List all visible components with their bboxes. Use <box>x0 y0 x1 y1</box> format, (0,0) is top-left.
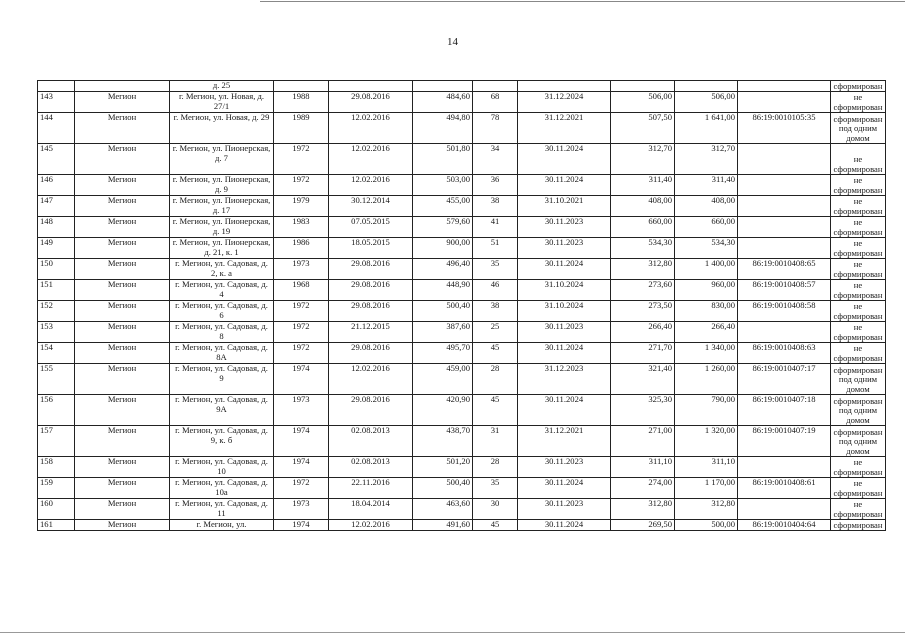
cell-city: Мегион <box>75 520 170 531</box>
cell-address: г. Мегион, ул. Садовая, д. 11 <box>170 499 274 520</box>
cell-deadline: 30.11.2023 <box>518 217 611 238</box>
cell-wear-percent: 41 <box>473 217 518 238</box>
cell-area: 501,20 <box>413 457 473 478</box>
cell-date: 29.08.2016 <box>329 395 413 426</box>
cell-area: 420,90 <box>413 395 473 426</box>
cell-value-2: 660,00 <box>675 217 738 238</box>
cell-wear-percent: 25 <box>473 322 518 343</box>
cell-wear-percent: 38 <box>473 196 518 217</box>
cell-value-2: 1 260,00 <box>675 364 738 395</box>
cell-number: 152 <box>38 301 75 322</box>
cell-city: Мегион <box>75 113 170 144</box>
cell-value-1: 311,10 <box>611 457 675 478</box>
cell-year: 1974 <box>274 426 329 457</box>
cell-value-1: 271,00 <box>611 426 675 457</box>
cell-date: 18.04.2014 <box>329 499 413 520</box>
cell-number: 150 <box>38 259 75 280</box>
cell-area: 500,40 <box>413 478 473 499</box>
cell-wear-percent: 38 <box>473 301 518 322</box>
cell-year: 1972 <box>274 343 329 364</box>
cell-address: г. Мегион, ул. Пионерская, д. 9 <box>170 175 274 196</box>
cell-value-2: 311,10 <box>675 457 738 478</box>
cell-address: г. Мегион, ул. <box>170 520 274 531</box>
cell-date: 29.08.2016 <box>329 92 413 113</box>
cell-deadline: 30.11.2023 <box>518 238 611 259</box>
cell-number: 154 <box>38 343 75 364</box>
cell-year: 1968 <box>274 280 329 301</box>
cell-status: не сформирован <box>831 499 886 520</box>
cell-year: 1979 <box>274 196 329 217</box>
table-row <box>38 259 886 280</box>
cell-status: не сформирован <box>831 144 886 175</box>
cell-wear-percent: 30 <box>473 499 518 520</box>
cell-city: Мегион <box>75 259 170 280</box>
cell-wear-percent: 45 <box>473 520 518 531</box>
cell-cadastral-number: 86:19:0010408:58 <box>738 301 831 322</box>
cell-value-2: 1 641,00 <box>675 113 738 144</box>
cell-value-1: 312,80 <box>611 259 675 280</box>
cell-year: 1974 <box>274 457 329 478</box>
cell-city: Мегион <box>75 196 170 217</box>
cell-value-1: 274,00 <box>611 478 675 499</box>
scan-top-line <box>260 1 905 2</box>
cell-value-2: 960,00 <box>675 280 738 301</box>
cell-address: г. Мегион, ул. Садовая, д. 10а <box>170 478 274 499</box>
table-row <box>38 196 886 217</box>
cell-value-1: 312,70 <box>611 144 675 175</box>
cell-city: Мегион <box>75 395 170 426</box>
cell-address: г. Мегион, ул. Садовая, д. 2, к. а <box>170 259 274 280</box>
cell-status: не сформирован <box>831 343 886 364</box>
table-row <box>38 520 886 531</box>
cell-status: не сформирован <box>831 238 886 259</box>
cell-year: 1973 <box>274 499 329 520</box>
table-row <box>38 92 886 113</box>
cell-deadline: 30.11.2024 <box>518 520 611 531</box>
cell-value-1: 507,50 <box>611 113 675 144</box>
cell-deadline: 30.11.2024 <box>518 343 611 364</box>
cell-cadastral-number: 86:19:0010407:18 <box>738 395 831 426</box>
cell-address: г. Мегион, ул. Садовая, д. 4 <box>170 280 274 301</box>
table-row <box>38 426 886 457</box>
cell-city: Мегион <box>75 217 170 238</box>
cell-value-2: 830,00 <box>675 301 738 322</box>
cell-area: 900,00 <box>413 238 473 259</box>
table-row <box>38 113 886 144</box>
cell-number: 146 <box>38 175 75 196</box>
cell-address: г. Мегион, ул. Пионерская, д. 19 <box>170 217 274 238</box>
cell-city: Мегион <box>75 92 170 113</box>
scan-bottom-line <box>0 632 905 633</box>
cell-address: г. Мегион, ул. Новая, д. 27/1 <box>170 92 274 113</box>
cell-address: г. Мегион, ул. Садовая, д. 10 <box>170 457 274 478</box>
cell-value-2: 312,70 <box>675 144 738 175</box>
cell-address: г. Мегион, ул. Пионерская, д. 7 <box>170 144 274 175</box>
cell-value-2: 1 170,00 <box>675 478 738 499</box>
table-row <box>38 499 886 520</box>
cell-city: Мегион <box>75 499 170 520</box>
cell-year: 1983 <box>274 217 329 238</box>
cell-date: 29.08.2016 <box>329 343 413 364</box>
cell-cadastral-number: 86:19:0010407:17 <box>738 364 831 395</box>
cell-date: 12.02.2016 <box>329 520 413 531</box>
cell-year: 1974 <box>274 364 329 395</box>
table-row-continuation <box>38 81 886 92</box>
cell-date: 02.08.2013 <box>329 457 413 478</box>
cell-wear-percent: 31 <box>473 426 518 457</box>
cell-deadline: 31.10.2021 <box>518 196 611 217</box>
cell-address: г. Мегион, ул. Пионерская, д. 17 <box>170 196 274 217</box>
cell-value-2: 1 320,00 <box>675 426 738 457</box>
cell-year: 1973 <box>274 259 329 280</box>
cell-cadastral-number <box>738 238 831 259</box>
cell-value-1: 660,00 <box>611 217 675 238</box>
cell-date: 29.08.2016 <box>329 301 413 322</box>
cell-status: не сформирован <box>831 92 886 113</box>
cell-value-2: 506,00 <box>675 92 738 113</box>
cell-value-2: 534,30 <box>675 238 738 259</box>
cell-wear-percent: 45 <box>473 395 518 426</box>
cell-deadline: 30.11.2024 <box>518 395 611 426</box>
cell-number: 159 <box>38 478 75 499</box>
cell-address: г. Мегион, ул. Садовая, д. 8 <box>170 322 274 343</box>
cell-status: сформирован <box>831 520 886 531</box>
cell-city: Мегион <box>75 301 170 322</box>
cell-cadastral-number <box>738 175 831 196</box>
cell-cadastral-number <box>738 217 831 238</box>
cell-wear-percent: 46 <box>473 280 518 301</box>
cell-number: 153 <box>38 322 75 343</box>
cell-deadline: 30.11.2024 <box>518 144 611 175</box>
cell-value-1: 311,40 <box>611 175 675 196</box>
cell-city: Мегион <box>75 322 170 343</box>
cell-status: не сформирован <box>831 457 886 478</box>
cell-year: 1988 <box>274 92 329 113</box>
cell-date: 18.05.2015 <box>329 238 413 259</box>
cell-wear-percent: 35 <box>473 478 518 499</box>
cell-date: 12.02.2016 <box>329 113 413 144</box>
table-body <box>38 81 886 531</box>
cell-value-1: 266,40 <box>611 322 675 343</box>
cell-value-1: 506,00 <box>611 92 675 113</box>
cell-value-1: 271,70 <box>611 343 675 364</box>
cell-value-1: 534,30 <box>611 238 675 259</box>
cell-area: 503,00 <box>413 175 473 196</box>
table-row <box>38 280 886 301</box>
cell-cadastral-number <box>738 499 831 520</box>
cell-area: 495,70 <box>413 343 473 364</box>
cell-status: не сформирован <box>831 259 886 280</box>
cell-number: 158 <box>38 457 75 478</box>
cell-cadastral-number: 86:19:0010408:65 <box>738 259 831 280</box>
cell-date: 12.02.2016 <box>329 175 413 196</box>
cell-deadline: 30.11.2023 <box>518 322 611 343</box>
cell-value-2: 790,00 <box>675 395 738 426</box>
cell-year: 1972 <box>274 175 329 196</box>
cell-wear-percent: 51 <box>473 238 518 259</box>
cell-city: Мегион <box>75 144 170 175</box>
cell-year: 1974 <box>274 520 329 531</box>
cell-number: 143 <box>38 92 75 113</box>
cell-date: 29.08.2016 <box>329 259 413 280</box>
cell-city: Мегион <box>75 457 170 478</box>
table-row <box>38 217 886 238</box>
cell-date: 07.05.2015 <box>329 217 413 238</box>
cell-value-2: 1 340,00 <box>675 343 738 364</box>
cell-deadline: 31.12.2023 <box>518 364 611 395</box>
cell-status: не сформирован <box>831 322 886 343</box>
cell-year: 1972 <box>274 478 329 499</box>
cell-number: 145 <box>38 144 75 175</box>
table-row <box>38 301 886 322</box>
cell-area: 501,80 <box>413 144 473 175</box>
cell-deadline: 31.12.2021 <box>518 426 611 457</box>
cell-area: 438,70 <box>413 426 473 457</box>
cell-deadline: 31.10.2024 <box>518 301 611 322</box>
cell-year: 1972 <box>274 144 329 175</box>
table-row <box>38 322 886 343</box>
cell-value-1: 325,30 <box>611 395 675 426</box>
cell-status: сформирован под одним домом <box>831 364 886 395</box>
cell-address: г. Мегион, ул. Садовая, д. 9, к. б <box>170 426 274 457</box>
cell-deadline: 30.11.2024 <box>518 259 611 280</box>
cell-value-1: 269,50 <box>611 520 675 531</box>
page-number: 14 <box>447 36 458 48</box>
cell-status: не сформирован <box>831 301 886 322</box>
cell-wear-percent: 78 <box>473 113 518 144</box>
cell-area: 448,90 <box>413 280 473 301</box>
cell-cadastral-number: 86:19:0010105:35 <box>738 113 831 144</box>
cell-city: Мегион <box>75 478 170 499</box>
cell-number: 157 <box>38 426 75 457</box>
table-row <box>38 144 886 175</box>
cell-deadline: 31.12.2021 <box>518 113 611 144</box>
cell-date: 22.11.2016 <box>329 478 413 499</box>
cell-address: г. Мегион, ул. Пионерская, д. 21, к. 1 <box>170 238 274 259</box>
cell-area: 579,60 <box>413 217 473 238</box>
cell-cadastral-number <box>738 322 831 343</box>
cell-number: 161 <box>38 520 75 531</box>
cell-cadastral-number: 86:19:0010407:19 <box>738 426 831 457</box>
cell-area: 496,40 <box>413 259 473 280</box>
cell-value-1: 321,40 <box>611 364 675 395</box>
cell-wear-percent: 68 <box>473 92 518 113</box>
housing-registry-table <box>37 80 886 531</box>
cell-cadastral-number: 86:19:0010408:57 <box>738 280 831 301</box>
table-row <box>38 457 886 478</box>
cell-status: сформирован <box>831 81 886 92</box>
cell-number: 155 <box>38 364 75 395</box>
cell-city: Мегион <box>75 175 170 196</box>
cell-status: не сформирован <box>831 217 886 238</box>
cell-status: сформирован под одним домом <box>831 426 886 457</box>
table-row <box>38 175 886 196</box>
cell-cadastral-number: 86:19:0010408:61 <box>738 478 831 499</box>
cell-cadastral-number <box>738 457 831 478</box>
cell-number: 148 <box>38 217 75 238</box>
cell-city: Мегион <box>75 364 170 395</box>
cell-value-2: 311,40 <box>675 175 738 196</box>
cell-year: 1972 <box>274 322 329 343</box>
cell-city: Мегион <box>75 238 170 259</box>
cell-status: сформирован под одним домом <box>831 395 886 426</box>
cell-date: 12.02.2016 <box>329 144 413 175</box>
cell-deadline: 30.11.2023 <box>518 457 611 478</box>
table-row <box>38 364 886 395</box>
cell-address: г. Мегион, ул. Садовая, д. 6 <box>170 301 274 322</box>
cell-value-1: 312,80 <box>611 499 675 520</box>
cell-area: 500,40 <box>413 301 473 322</box>
table-row <box>38 478 886 499</box>
cell-number: 160 <box>38 499 75 520</box>
cell-date: 12.02.2016 <box>329 364 413 395</box>
cell-area: 494,80 <box>413 113 473 144</box>
cell-value-1: 408,00 <box>611 196 675 217</box>
cell-number: 144 <box>38 113 75 144</box>
cell-deadline: 30.11.2024 <box>518 175 611 196</box>
cell-area: 387,60 <box>413 322 473 343</box>
cell-value-1: 273,60 <box>611 280 675 301</box>
cell-number: 151 <box>38 280 75 301</box>
cell-status: не сформирован <box>831 280 886 301</box>
cell-year: 1989 <box>274 113 329 144</box>
cell-wear-percent: 28 <box>473 457 518 478</box>
cell-deadline: 30.11.2024 <box>518 478 611 499</box>
cell-number: 156 <box>38 395 75 426</box>
cell-address: г. Мегион, ул. Садовая, д. 8А <box>170 343 274 364</box>
cell-cadastral-number <box>738 196 831 217</box>
cell-address: г. Мегион, ул. Новая, д. 29 <box>170 113 274 144</box>
table-row <box>38 395 886 426</box>
cell-area: 491,60 <box>413 520 473 531</box>
cell-city: Мегион <box>75 280 170 301</box>
cell-cadastral-number <box>738 144 831 175</box>
cell-date: 02.08.2013 <box>329 426 413 457</box>
cell-deadline: 30.11.2023 <box>518 499 611 520</box>
cell-area: 455,00 <box>413 196 473 217</box>
cell-area: 484,60 <box>413 92 473 113</box>
cell-address: г. Мегион, ул. Садовая, д. 9 <box>170 364 274 395</box>
cell-wear-percent: 28 <box>473 364 518 395</box>
cell-deadline: 31.12.2024 <box>518 92 611 113</box>
cell-cadastral-number: 86:19:0010408:63 <box>738 343 831 364</box>
cell-cadastral-number: 86:19:0010404:64 <box>738 520 831 531</box>
cell-value-2: 408,00 <box>675 196 738 217</box>
table-row <box>38 238 886 259</box>
cell-status: не сформирован <box>831 175 886 196</box>
cell-number: 147 <box>38 196 75 217</box>
cell-wear-percent: 36 <box>473 175 518 196</box>
cell-value-2: 312,80 <box>675 499 738 520</box>
cell-address: д. 25 <box>170 81 274 92</box>
cell-value-1: 273,50 <box>611 301 675 322</box>
cell-value-2: 1 400,00 <box>675 259 738 280</box>
cell-value-2: 500,00 <box>675 520 738 531</box>
cell-wear-percent: 34 <box>473 144 518 175</box>
cell-value-2: 266,40 <box>675 322 738 343</box>
cell-date: 21.12.2015 <box>329 322 413 343</box>
cell-year: 1973 <box>274 395 329 426</box>
cell-area: 463,60 <box>413 499 473 520</box>
cell-number: 149 <box>38 238 75 259</box>
cell-status: не сформирован <box>831 478 886 499</box>
cell-status: не сформирован <box>831 196 886 217</box>
cell-date: 30.12.2014 <box>329 196 413 217</box>
cell-cadastral-number <box>738 92 831 113</box>
cell-deadline: 31.10.2024 <box>518 280 611 301</box>
cell-status: сформирован под одним домом <box>831 113 886 144</box>
cell-area: 459,00 <box>413 364 473 395</box>
cell-year: 1972 <box>274 301 329 322</box>
cell-date: 29.08.2016 <box>329 280 413 301</box>
cell-year: 1986 <box>274 238 329 259</box>
cell-address: г. Мегион, ул. Садовая, д. 9А <box>170 395 274 426</box>
cell-wear-percent: 35 <box>473 259 518 280</box>
cell-city: Мегион <box>75 343 170 364</box>
cell-wear-percent: 45 <box>473 343 518 364</box>
cell-city: Мегион <box>75 426 170 457</box>
table-row <box>38 343 886 364</box>
